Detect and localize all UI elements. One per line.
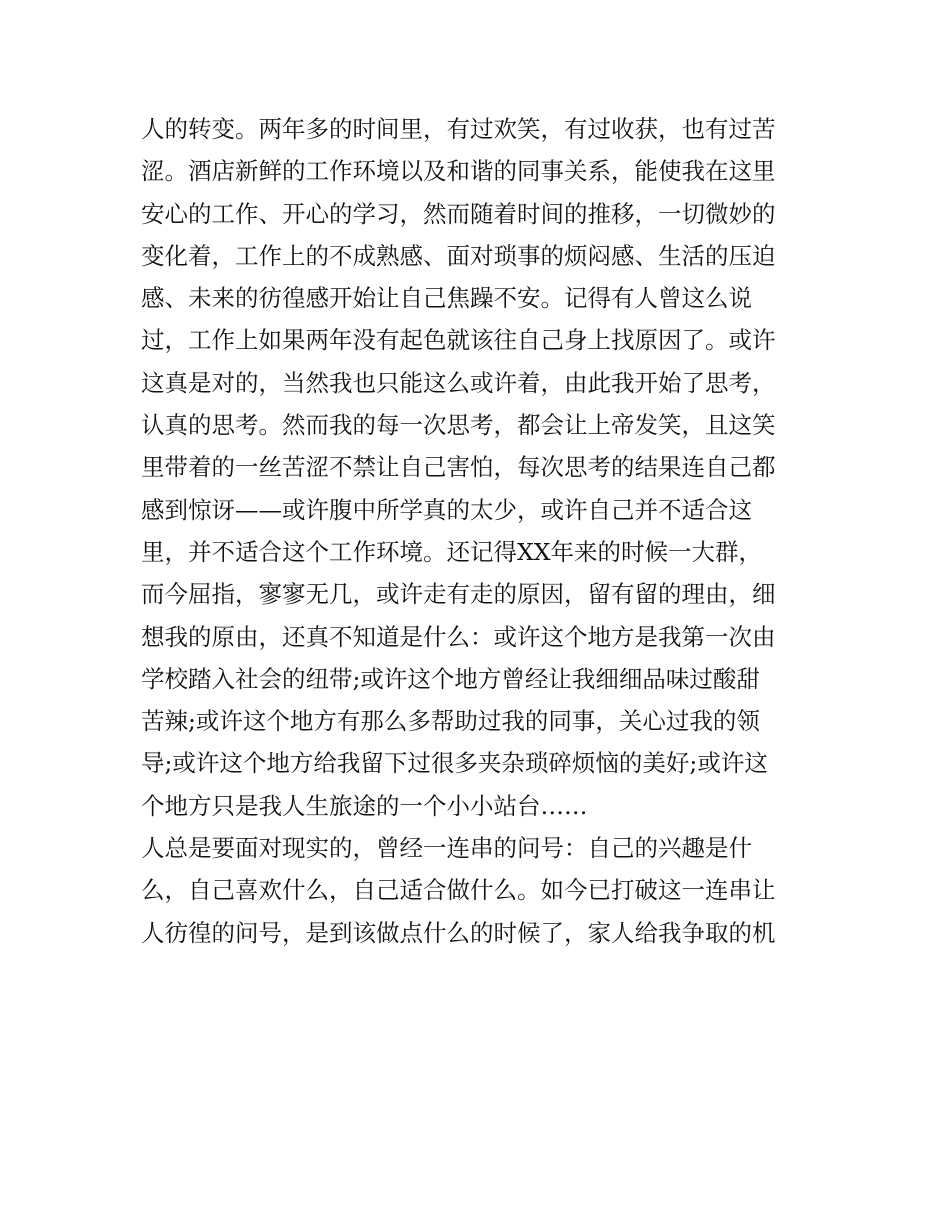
text-line-1: 人的转变。两年多的时间里，有过欢笑，有过收获，也有过苦 bbox=[141, 115, 776, 143]
text-line-11: 里，并不适合这个工作环境。还记得XX年来的时候一大群， bbox=[141, 537, 762, 566]
body-text bbox=[141, 108, 813, 954]
text-line-16: 导;或许这个地方给我留下过很多夹杂琐碎烦恼的美好;或许这 bbox=[141, 749, 768, 778]
text-line-15: 苦辣;或许这个地方有那么多帮助过我的同事，关心过我的领 bbox=[141, 707, 760, 736]
text-line-9: 里带着的一丝苦涩不禁让自己害怕，每次思考的结果连自己都 bbox=[141, 453, 776, 482]
text-line-14: 学校踏入社会的纽带;或许这个地方曾经让我细细品味过酸甜 bbox=[141, 664, 760, 693]
text-line-18: 人总是要面对现实的，曾经一连串的问号：自己的兴趣是什 bbox=[141, 834, 752, 863]
text-line-12: 而今屈指，寥寥无几，或许走有走的原因，留有留的理由，细 bbox=[141, 580, 776, 609]
text-line-19: 么，自己喜欢什么，自己适合做什么。如今已打破这一连串让 bbox=[141, 876, 776, 905]
text-line-17: 个地方只是我人生旅途的一个小小站台…… bbox=[141, 791, 588, 820]
text-line-3: 安心的工作、开心的学习，然而随着时间的推移，一切微妙的 bbox=[141, 199, 776, 228]
text-line-10: 感到惊讶——或许腹中所学真的太少，或许自己并不适合这 bbox=[141, 495, 752, 524]
text-line-13: 想我的原由，还真不知道是什么：或许这个地方是我第一次由 bbox=[141, 622, 776, 651]
text-line-2: 涩。酒店新鲜的工作环境以及和谐的同事关系，能使我在这里 bbox=[141, 157, 776, 186]
text-line-4: 变化着，工作上的不成熟感、面对琐事的烦闷感、生活的压迫 bbox=[141, 241, 776, 270]
text-line-5: 感、未来的彷徨感开始让自己焦躁不安。记得有人曾这么说 bbox=[141, 284, 752, 313]
text-line-8: 认真的思考。然而我的每一次思考，都会让上帝发笑，且这笑 bbox=[141, 411, 776, 440]
text-line-7: 这真是对的，当然我也只能这么或许着，由此我开始了思考， bbox=[141, 368, 776, 397]
text-line-6: 过，工作上如果两年没有起色就该往自己身上找原因了。或许 bbox=[141, 326, 776, 355]
text-line-20: 人彷徨的问号，是到该做点什么的时候了，家人给我争取的机 bbox=[141, 918, 776, 947]
